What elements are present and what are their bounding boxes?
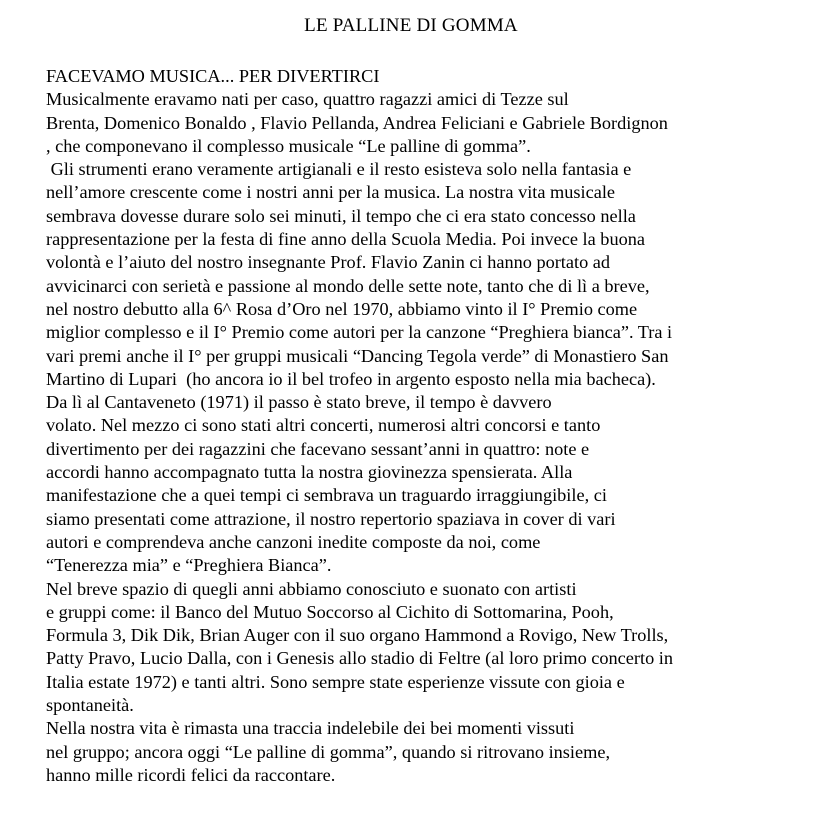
text-line: spontaneità.: [46, 695, 134, 716]
text-line: Italia estate 1972) e tanti altri. Sono sempre state esperienze vissute con gioia e: [46, 671, 625, 692]
text-line: Patty Pravo, Lucio Dalla, con i Genesis allo stadio di Feltre (al loro primo concerto in: [46, 648, 673, 669]
text-line: Gli strumenti erano veramente artigianali e il resto esisteva solo nella fantasia e: [46, 159, 632, 180]
text-line: volontà e l’aiuto del nostro insegnante Prof. Flavio Zanin ci hanno portato ad: [46, 252, 611, 273]
text-line: autori e comprendeva anche canzoni inedite composte da noi, come: [46, 531, 541, 552]
text-line: siamo presentati come attrazione, il nostro repertorio spaziava in cover di vari: [46, 508, 616, 529]
text-line: Da lì al Cantaveneto (1971) il passo è stato breve, il tempo è davvero: [46, 392, 552, 413]
text-line: miglior complesso e il I° Premio come autori per la canzone “Preghiera bianca”. Tra i: [46, 322, 673, 343]
text-line: sembrava dovesse durare solo sei minuti, il tempo che ci era stato concesso nella: [46, 205, 636, 226]
text-line: rappresentazione per la festa di fine anno della Scuola Media. Poi invece la buona: [46, 229, 645, 250]
text-line: Martino di Lupari (ho ancora io il bel trofeo in argento esposto nella mia bacheca).: [46, 368, 656, 389]
text-line: vari premi anche il I° per gruppi musicali “Dancing Tegola verde” di Monastiero San: [46, 345, 669, 366]
text-line: volato. Nel mezzo ci sono stati altri concerti, numerosi altri concorsi e tanto: [46, 415, 601, 436]
text-line: nel nostro debutto alla 6^ Rosa d’Oro nel 1970, abbiamo vinto il I° Premio come: [46, 298, 638, 319]
text-line: Musicalmente eravamo nati per caso, quattro ragazzi amici di Tezze sul: [46, 89, 569, 110]
text-line: Nel breve spazio di quegli anni abbiamo conosciuto e suonato con artisti: [46, 578, 577, 599]
text-line: nell’amore crescente come i nostri anni per la musica. La nostra vita musicale: [46, 182, 616, 203]
text-line: hanno mille ricordi felici da raccontare.: [46, 764, 336, 785]
text-line: , che componevano il complesso musicale “Le palline di gomma”.: [46, 135, 531, 156]
text-line: nel gruppo; ancora oggi “Le palline di gomma”, quando si ritrovano insieme,: [46, 741, 611, 762]
document-body: [46, 65, 816, 787]
text-line: divertimento per dei ragazzini che facevano sessant’anni in quattro: note e: [46, 438, 590, 459]
text-line: “Tenerezza mia” e “Preghiera Bianca”.: [46, 555, 332, 576]
text-line: Formula 3, Dik Dik, Brian Auger con il suo organo Hammond a Rovigo, New Trolls,: [46, 625, 669, 646]
text-line: Nella nostra vita è rimasta una traccia indelebile dei bei momenti vissuti: [46, 718, 575, 739]
text-line: avvicinarci con serietà e passione al mondo delle sette note, tanto che di lì a breve,: [46, 275, 650, 296]
text-line: accordi hanno accompagnato tutta la nostra giovinezza spensierata. Alla: [46, 462, 573, 483]
text-line: manifestazione che a quei tempi ci sembrava un traguardo irraggiungibile, ci: [46, 485, 607, 506]
document-title: LE PALLINE DI GOMMA: [304, 15, 518, 36]
text-line: FACEVAMO MUSICA... PER DIVERTIRCI: [46, 66, 380, 86]
text-line: e gruppi come: il Banco del Mutuo Soccorso al Cichito di Sottomarina, Pooh,: [46, 601, 614, 622]
text-line: Brenta, Domenico Bonaldo , Flavio Pellanda, Andrea Feliciani e Gabriele Bordignon: [46, 112, 668, 133]
